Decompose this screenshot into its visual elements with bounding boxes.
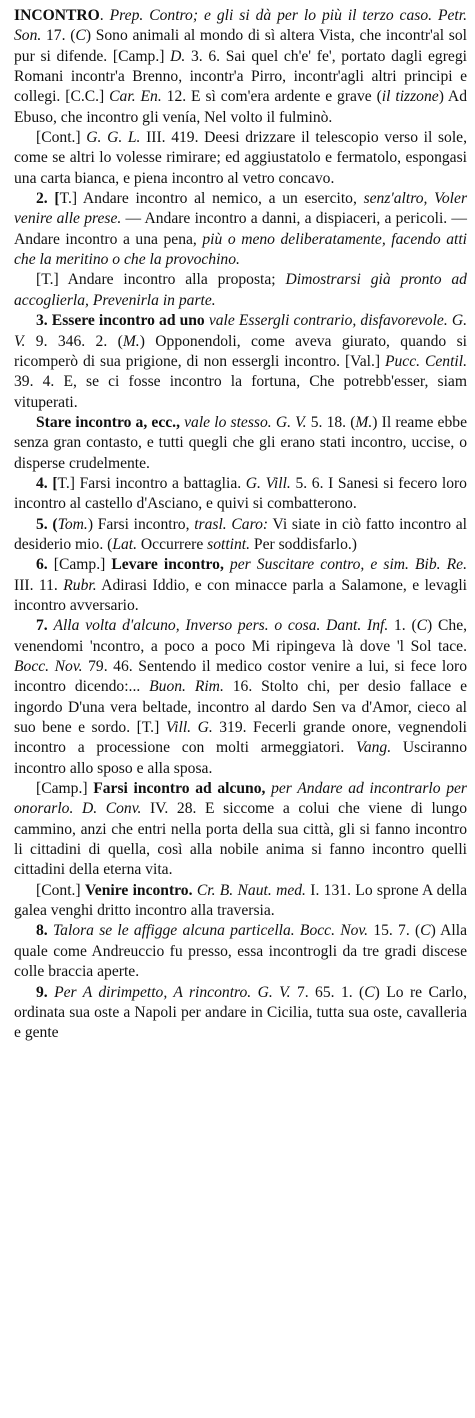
body-text: T. [41, 271, 54, 289]
entry-paragraph-9 [14, 555, 467, 616]
citation-text: Dimostrarsi già pronto ad accoglierla, Prevenirla in parte. [14, 271, 467, 309]
entry-paragraph-1 [14, 6, 467, 128]
body-text: 16. Stolto chi, per desio fallace e ingordo D'una vera beltade, incontro al dardo Sen va d'Amor, cieco al suo bene e sordo. [ [14, 678, 467, 737]
citation-text: G. G. L. [86, 129, 141, 147]
body-text: [Camp.] [36, 780, 94, 798]
entry-paragraph-12 [14, 881, 467, 922]
body-text: [Cont.] [36, 881, 85, 899]
entry-paragraph-13 [14, 921, 467, 982]
citation-text: Lat. [112, 535, 138, 553]
body-text: Usciranno incontro allo sposo e alla sposa. [14, 739, 467, 777]
body-text: . [99, 7, 110, 24]
entry-paragraph-10 [14, 616, 467, 779]
citation-text: Prep. Contro; e gli si dà per lo più il terzo caso. Petr. Son. [14, 7, 468, 45]
citation-text: per Suscitare contro, e sim. Bib. Re. [223, 556, 467, 574]
citation-text: il tizzone [381, 88, 439, 106]
body-text: Adirasi Iddio, e con minacce parla a Salamone, e levagli incontro avversario. [14, 576, 468, 614]
citation-text: Buon. Rim. [149, 678, 224, 696]
body-text: T. [141, 719, 155, 737]
entry-paragraph-4 [14, 270, 467, 311]
headword-text: 2. [ [36, 190, 60, 208]
body-text: III. 419. Deesi drizzare il telescopio verso il sole, come se altri lo volesse rimirare; ed aggiustatolo e fermatolo, espongasi una carta bianca, e piena incontro al vetro concavo. [14, 129, 468, 187]
body-text: 5. 6. I Sanesi si fecero loro incontro al castello d'Asciano, e quivi si combatterono. [14, 474, 467, 513]
citation-text: C [420, 922, 431, 940]
citation-text: trasl. Caro: [194, 515, 269, 533]
headword-text: Stare incontro a, ecc., [36, 413, 180, 431]
citation-text: senz'altro, Voler venire alle prese. [14, 190, 468, 228]
body-text: ] Farsi incontro a battaglia. [69, 474, 246, 492]
entry-paragraph-8 [14, 515, 467, 556]
body-text: ) Opponendoli, come aveva giurato, quando si ricomperò di sua prigione, di non essergli incontro. [Val.] [14, 332, 467, 370]
body-text: 17. ( [41, 27, 76, 45]
body-text: ] Andare incontro alla proposta; [53, 271, 286, 289]
citation-text: Car. En. [109, 88, 162, 106]
dictionary-entry-incontro [14, 6, 467, 1044]
citation-text: Bocc. Nov. [14, 658, 83, 675]
citation-text: Talora se le affigge alcuna particella. Bocc. Nov. [52, 922, 369, 940]
body-text: 319. Fecerli grande onore, vegnendoli incontro a processione con molti armeggiatori. [14, 719, 468, 757]
entry-paragraph-2 [14, 128, 467, 189]
entry-paragraph-7 [14, 474, 467, 515]
citation-text: vale lo stesso. G. V. [179, 413, 307, 431]
body-text: ) Alla quale come Andreuccio fu presso, essa incontrogli da tre gradi discese colle braccia aperte. [14, 922, 467, 981]
citation-text: Rubr. [63, 576, 97, 594]
body-text: 15. 7. ( [368, 922, 421, 940]
body-text: ] Andare incontro al nemico, a un esercito, [71, 190, 364, 208]
citation-text: vale Essergli contrario, disfavorevole. G. V. [14, 312, 468, 350]
citation-text: sottint. [207, 535, 251, 553]
body-text: ) Che, venendomi 'ncontro, a poco a poco Mi ripingeva là dove 'l Sol tace. [14, 617, 468, 655]
body-text: 12. E sì com'era ardente e grave ( [161, 88, 382, 106]
headword-text: Levare incontro, [111, 556, 224, 574]
body-text: Occurrere [137, 535, 208, 553]
body-text: [Cont.] [36, 129, 87, 147]
body-text: — Andare incontro a danni, a dispiaceri, a pericoli. — Andare incontro a una pena, [14, 210, 467, 248]
body-text: 7. 65. 1. ( [290, 983, 365, 1001]
body-text: 3. 6. Sai quel ch'e' fe', portato dagli egregi Romani incontr'a Brenno, incontr'a Pirro, incontr'agli altri principi e collegi. [C.C.] [14, 47, 467, 106]
citation-text: D. [170, 47, 186, 65]
body-text: 39. 4. E, se ci fosse incontro la fortuna, Che potrebb'esser, siam vituperati. [14, 373, 467, 411]
citation-text: C [364, 983, 375, 1001]
citation-text: Alla volta d'alcuno, Inverso pers. o cosa. Dant. Inf. [53, 617, 389, 635]
headword-text: Venire incontro. [84, 881, 193, 899]
citation-text: M. [355, 413, 373, 431]
citation-text: C [416, 617, 428, 635]
entry-paragraph-5 [14, 311, 467, 413]
headword-text: 3. Essere incontro ad uno [36, 312, 205, 330]
body-text: T. [57, 474, 70, 492]
headword-text: 6. [36, 556, 54, 574]
citation-text: per Andare ad incontrarlo per onorarlo. D. Conv. [14, 780, 467, 818]
body-text: ] [154, 719, 166, 737]
headword-text: INCONTRO [14, 7, 100, 24]
citation-text: G. Vill. [245, 474, 291, 492]
body-text: III. 11. [14, 576, 64, 594]
headword-text: 7. [36, 617, 54, 635]
headword-text: 9. [36, 983, 55, 1001]
body-text: ) Lo re Carlo, ordinata sua oste a Napoli per andare in Cicilia, tutta sua oste, cavalleria e gente [14, 983, 467, 1042]
body-text: Per soddisfarlo.) [250, 535, 358, 553]
entry-paragraph-3 [14, 189, 467, 270]
headword-text: 4. [ [36, 474, 58, 492]
entry-paragraph-11 [14, 779, 467, 881]
body-text: ) Farsi incontro, [87, 515, 195, 533]
citation-text: C [75, 27, 86, 45]
body-text: ) Ad Ebuso, che incontro gli venía, Nel volto il fulminò. [14, 88, 467, 126]
body-text: T. [59, 190, 72, 208]
body-text: [ [36, 271, 42, 289]
citation-text: M. [122, 332, 140, 350]
headword-text: Farsi incontro ad alcuno, [93, 780, 266, 798]
body-text: 79. 46. Sentendo il medico costor venire a lui, si fece loro incontro dicendo:... [14, 658, 467, 696]
citation-text: Pucc. Centil. [384, 352, 467, 370]
body-text: 9. 346. 2. ( [25, 332, 123, 350]
citation-text: Vill. G. [165, 719, 213, 737]
body-text: IV. 28. E siccome a colui che viene di lungo cammino, anzi che entri nella porta della sua città, gli si fanno incontro li cittadini di quella, così alla nobile anima si fanno incontro quelli cittadini della eterna vita. [14, 800, 467, 879]
body-text: 5. 18. ( [306, 413, 356, 431]
citation-text: più o meno deliberatamente, facendo atti che la meritino o che la provochino. [14, 230, 467, 269]
citation-text: Cr. B. Naut. med. [196, 881, 306, 899]
body-text: 1. ( [388, 617, 417, 635]
entry-paragraph-6 [14, 413, 467, 474]
entry-paragraph-14 [14, 983, 467, 1044]
citation-text: Per A dirimpetto, A rincontro. G. V. [54, 983, 291, 1001]
body-text: Vi siate in ciò fatto incontro al desiderio mio. ( [14, 515, 467, 553]
body-text: [Camp.] [53, 556, 112, 574]
headword-text: 5. ( [36, 515, 58, 533]
citation-text: Vang. [356, 739, 392, 757]
body-text: ) Sono animali al mondo di sì altera Vista, che incontr'al sol pur si difende. [Camp.] [14, 27, 468, 65]
headword-text: 8. [36, 922, 53, 940]
citation-text: Tom. [57, 515, 88, 533]
body-text: I. 131. Lo sprone A della galea venghi dritto incontro alla traversia. [14, 881, 467, 920]
body-text: ) Il reame ebbe senza gran contasto, e tutti quegli che gli erano stati incontro, uccise, o disperse crudelmente. [14, 413, 467, 472]
